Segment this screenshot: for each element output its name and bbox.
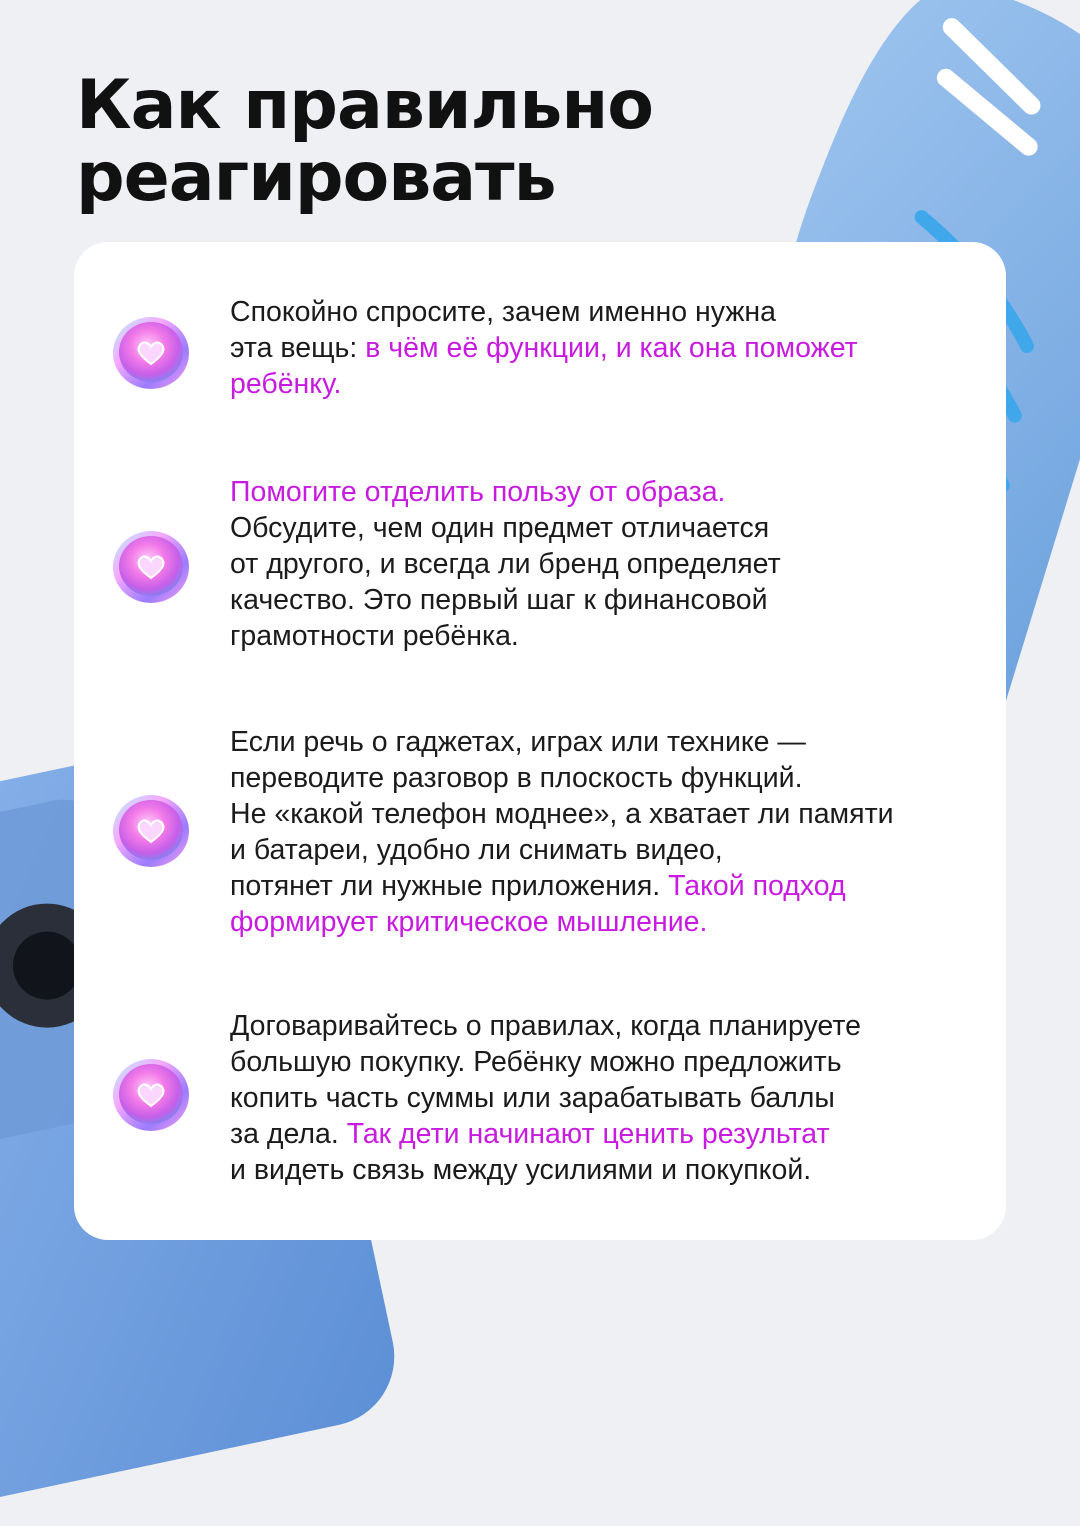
tip-4-highlight: Так дети начинают ценить результат (346, 1118, 830, 1150)
tip-4-line-3: копить часть суммы или зарабатывать баллы (230, 1082, 835, 1114)
tip-4-line-5: и видеть связь между усилиями и покупкой. (230, 1154, 812, 1186)
tip-text-1 (230, 294, 970, 402)
tip-3-line-3: Не «какой телефон моднее», а хватает ли памяти (230, 798, 894, 830)
tip-2-line-4: грамотности ребёнка. (230, 620, 519, 652)
tip-4-line-2: большую покупку. Ребёнку можно предложить (230, 1046, 842, 1078)
tip-2-line-1: Обсудите, чем один предмет отличается (230, 512, 770, 544)
page-title-line-2: реагировать (76, 138, 556, 217)
tip-3-highlight-2: формирует критическое мышление. (230, 906, 708, 938)
tip-1-line-2: эта вещь: (230, 332, 366, 364)
tip-3-line-1: Если речь о гаджетах, играх или технике — (230, 726, 806, 758)
tip-2-line-2: от другого, и всегда ли бренд определяет (230, 548, 781, 580)
pink-heart-coin-icon (110, 526, 192, 608)
page-title-line-1: Как правильно (76, 66, 654, 145)
tip-2-line-3: качество. Это первый шаг к финансовой (230, 584, 768, 616)
tip-text-4 (230, 1008, 980, 1188)
tip-text-3 (230, 724, 980, 940)
pink-heart-coin-icon (110, 1054, 192, 1136)
page-title (76, 66, 654, 217)
tip-text-2 (230, 474, 970, 654)
tip-2-highlight: Помогите отделить пользу от образа. (230, 476, 726, 508)
tip-3-line-5: потянет ли нужные приложения. (230, 870, 669, 902)
tip-4-line-1: Договаривайтесь о правилах, когда планируете (230, 1010, 861, 1042)
tip-3-line-2: переводите разговор в плоскость функций. (230, 762, 803, 794)
tips-card (74, 242, 1006, 1240)
tip-3-line-4: и батареи, удобно ли снимать видео, (230, 834, 723, 866)
tip-3-highlight-1: Такой подход (668, 870, 846, 902)
pink-heart-coin-icon (110, 790, 192, 872)
tip-1-highlight-2: ребёнку. (230, 368, 342, 400)
pink-heart-coin-icon (110, 312, 192, 394)
tip-1-line-1: Спокойно спросите, зачем именно нужна (230, 296, 776, 328)
tip-4-line-4: за дела. (230, 1118, 347, 1150)
tip-1-highlight-1: в чём её функции, и как она поможет (365, 332, 858, 364)
